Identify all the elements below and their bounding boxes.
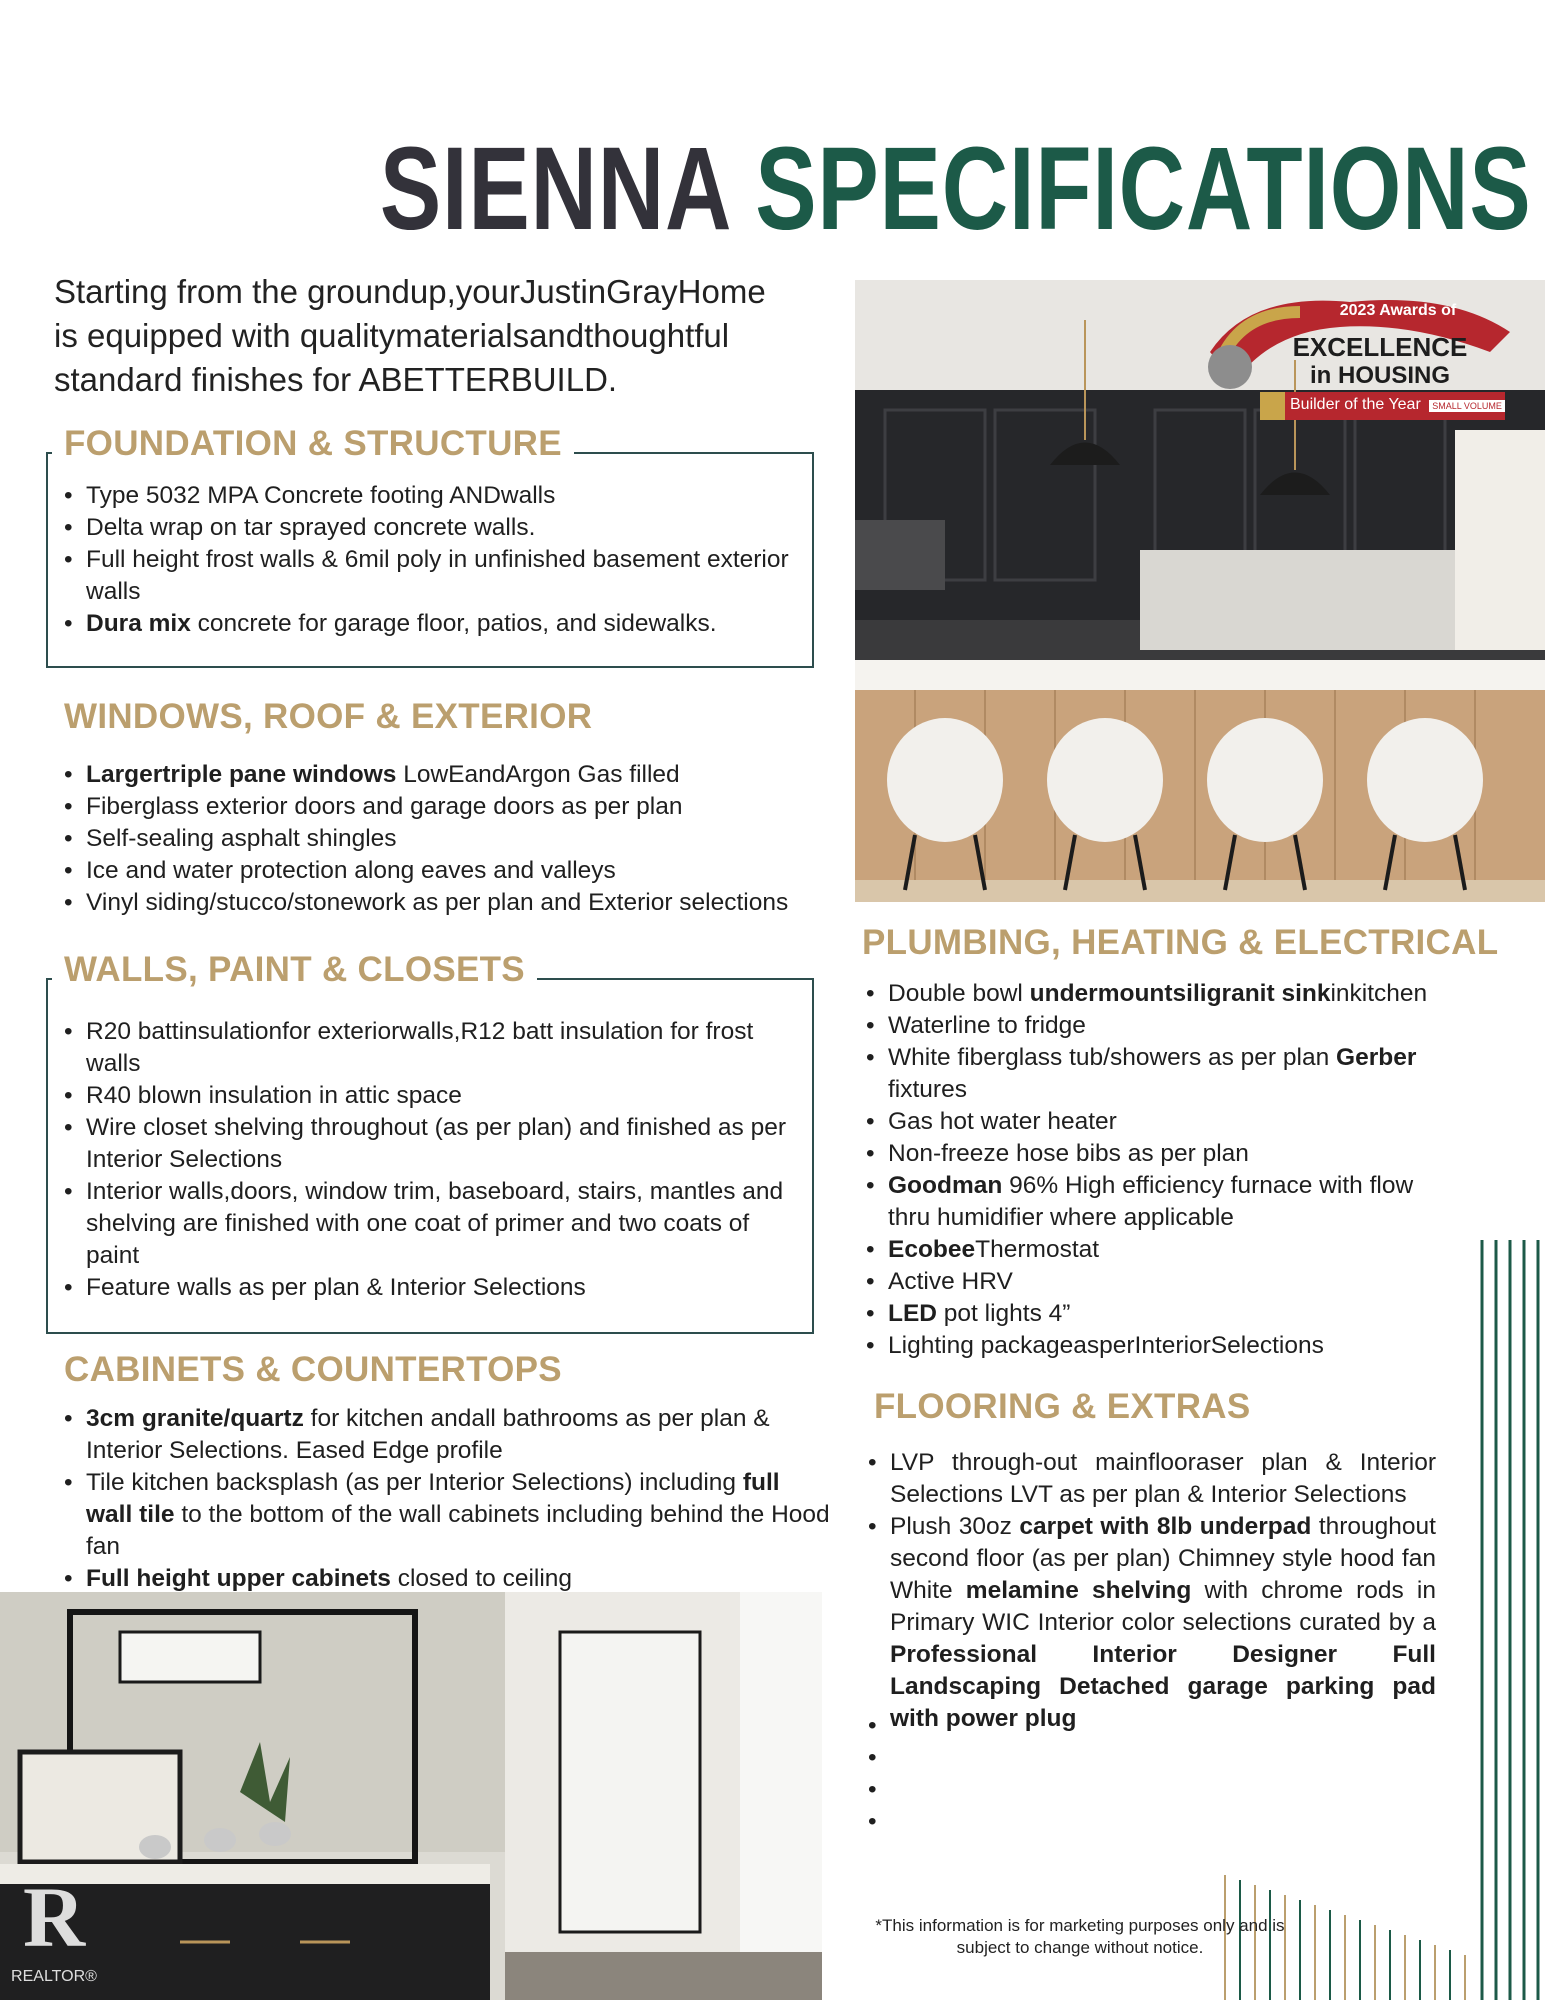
award-ribbon-text [1290, 396, 1505, 414]
plumbing-heading: PLUMBING, HEATING & ELECTRICAL [850, 923, 1510, 963]
list-item [60, 791, 820, 823]
text: Full height frost walls & 6mil poly in unfinished basement exterior walls [86, 546, 789, 605]
list-item [60, 608, 800, 640]
cabinets-heading: CABINETS & COUNTERTOPS [52, 1350, 574, 1390]
list-item [862, 1138, 1462, 1170]
text: Waterline to fridge [888, 1012, 1086, 1039]
bold-text: Gerber [1336, 1044, 1417, 1071]
bold-text: 3cm granite/quartz [86, 1405, 304, 1432]
list-item [60, 1080, 800, 1112]
text: Active HRV [888, 1268, 1013, 1295]
list-item [60, 1563, 830, 1595]
flooring-heading: FLOORING & EXTRAS [862, 1387, 1263, 1427]
text: fixtures [888, 1076, 967, 1103]
empty-bullet [864, 1710, 904, 1742]
bold-text: LED [888, 1300, 937, 1327]
list-item [60, 759, 820, 791]
award-small-volume: SMALL VOLUME [1429, 400, 1505, 412]
text: 96% High efficiency furnace with flow thru humidifier where applicable [888, 1172, 1414, 1231]
list-item [862, 1266, 1462, 1298]
empty-bullet [864, 1742, 904, 1774]
text: Fiberglass exterior doors and garage doors as per plan [86, 793, 683, 820]
walls-list [60, 1016, 800, 1304]
text: Delta wrap on tar sprayed concrete walls. [86, 514, 536, 541]
text: closed to ceiling [390, 1565, 573, 1592]
cabinets-list [60, 1403, 830, 1595]
list-item [864, 1447, 1436, 1511]
text: Wire closet shelving throughout (as per plan) and finished as per Interior Selections [86, 1114, 786, 1173]
foundation-heading: FOUNDATION & STRUCTURE [52, 424, 574, 464]
text: with chrome rods in Primary WIC Interior color selections curated by a [890, 1577, 1436, 1636]
text: Interior walls,doors, window trim, baseboard, stairs, mantles and shelving are finished with one coat of primer and two coats of paint [86, 1178, 784, 1269]
empty-bullet [864, 1806, 904, 1838]
list-item [60, 855, 820, 887]
text: Type 5032 MPA Concrete footing ANDwalls [86, 482, 556, 509]
windows-heading: WINDOWS, ROOF & EXTERIOR [52, 697, 604, 737]
text: Double bowl [888, 980, 1030, 1007]
list-item [864, 1511, 1436, 1735]
realtor-logo-word: REALTOR® [11, 1968, 97, 1985]
bold-text: Dura mix [86, 610, 191, 637]
text: Gas hot water heater [888, 1108, 1117, 1135]
text: for kitchen andall bathrooms as per plan & Interior Selections. Eased Edge profile [86, 1405, 770, 1464]
bathroom-photo [0, 1592, 822, 2000]
text: Non-freeze hose bibs as per plan [888, 1140, 1249, 1167]
text: Vinyl siding/stucco/stonework as per plan and Exterior selections [86, 889, 789, 916]
plumbing-list [862, 978, 1462, 1362]
foundation-list [60, 480, 800, 640]
bold-text: full wall tile [86, 1469, 780, 1528]
realtor-logo-letter: R [22, 1869, 86, 1965]
list-item [60, 480, 800, 512]
text: concrete for garage floor, patios, and sidewalks. [190, 610, 717, 637]
title-part-sienna: SIENNA [379, 123, 729, 255]
bold-text: Professional Interior Designer Full Landscaping Detached garage parking pad with power plug [890, 1641, 1436, 1732]
bold-text: undermountsiligranit sink [1029, 980, 1331, 1007]
text: Plush 30oz [890, 1513, 1020, 1540]
list-item [60, 1016, 800, 1080]
empty-bullet [864, 1774, 904, 1806]
bold-text: melamine shelving [965, 1577, 1192, 1604]
text: R40 blown insulation in attic space [86, 1082, 462, 1109]
list-item [60, 823, 820, 855]
text: Thermostat [975, 1236, 1100, 1263]
list-item [862, 1170, 1462, 1234]
bold-text: Full height upper cabinets [86, 1565, 391, 1592]
title-part-specifications: SPECIFICATIONS [754, 123, 1531, 255]
list-item [60, 1112, 800, 1176]
list-item [60, 1467, 830, 1563]
text: Lighting packageasperInteriorSelections [888, 1332, 1324, 1359]
award-excellence: EXCELLENCE [1292, 332, 1468, 362]
text: LVP through-out mainflooraser plan & Interior Selections LVT as per plan & Interior Selections [890, 1449, 1436, 1508]
list-item [60, 544, 800, 608]
text: White fiberglass tub/showers as per plan [888, 1044, 1337, 1071]
realtor-logo [4, 1867, 104, 1997]
text: LowEandArgon Gas filled [396, 761, 680, 788]
text: Ice and water protection along eaves and valleys [86, 857, 616, 884]
list-item [862, 1330, 1462, 1362]
award-badge [1190, 292, 1520, 432]
text: pot lights 4” [937, 1300, 1071, 1327]
text: Tile kitchen backsplash (as per Interior Selections) including [86, 1469, 743, 1496]
flooring-list [864, 1447, 1436, 1735]
bold-text: carpet with 8lb underpad [1019, 1513, 1312, 1540]
bathroom-illustration [0, 1592, 822, 2000]
text: Self-sealing asphalt shingles [86, 825, 397, 852]
list-item [862, 1010, 1462, 1042]
windows-list [60, 759, 820, 919]
page-title [379, 123, 1531, 255]
decorative-stripes-right [1478, 1240, 1545, 2000]
walls-heading: WALLS, PAINT & CLOSETS [52, 950, 537, 990]
list-item [60, 1272, 800, 1304]
list-item [60, 1403, 830, 1467]
list-item [60, 1176, 800, 1272]
bold-text: Goodman [888, 1172, 1003, 1199]
disclaimer: *This information is for marketing purposes only and is subject to change without notice. [875, 1916, 1285, 1957]
text: throughout second floor (as per plan) Chimney style hood fan White [890, 1513, 1436, 1604]
text: Feature walls as per plan & Interior Selections [86, 1274, 586, 1301]
list-item [862, 1106, 1462, 1138]
text: R20 battinsulationfor exteriorwalls,R12 batt insulation for frost walls [86, 1018, 754, 1077]
award-builder-of-year: Builder of the Year [1290, 396, 1421, 413]
award-in-housing: in HOUSING [1309, 362, 1450, 389]
list-item [862, 1234, 1462, 1266]
text: inkitchen [1330, 980, 1428, 1007]
bold-text: Ecobee [888, 1236, 976, 1263]
flooring-empty-bullets [864, 1710, 904, 1838]
list-item [60, 512, 800, 544]
list-item [60, 887, 820, 919]
intro-text: Starting from the groundup,yourJustinGrayHome is equipped with qualitymaterialsandthoughtful standard finishes for ABETTERBUILD. [54, 273, 766, 398]
list-item [862, 978, 1462, 1010]
text: to the bottom of the wall cabinets including behind the Hood fan [86, 1501, 830, 1560]
award-year-line: 2023 Awards of [1339, 302, 1457, 319]
list-item [862, 1042, 1462, 1106]
bold-text: Largertriple pane windows [86, 761, 397, 788]
list-item [862, 1298, 1462, 1330]
